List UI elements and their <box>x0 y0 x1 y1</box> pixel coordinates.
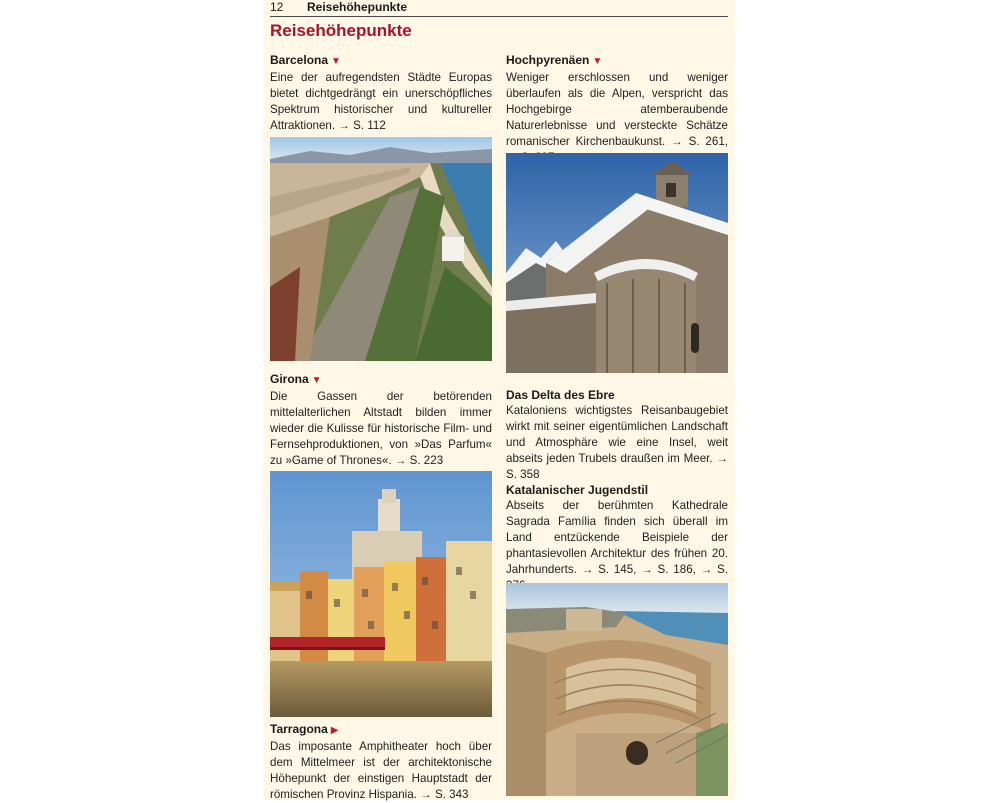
entry-barcelona <box>270 52 492 134</box>
entry-heading-text: Barcelona <box>270 53 329 67</box>
marker-right-icon: ▶ <box>330 725 339 736</box>
entry-heading-text: Das Delta des Ebre <box>506 388 615 402</box>
entry-text: Das imposante Amphitheater hoch über dem Mittelmeer ist der architektonische Höhepunkt der einstigen Hauptstadt der römischen Provinz Hispania. → S. 343 <box>270 740 492 801</box>
photo-tarragona <box>506 583 728 796</box>
entry-tarragona <box>270 721 492 803</box>
page-number: 12 <box>270 0 284 14</box>
entry-heading-text: Hochpyrenäen <box>506 53 590 67</box>
marker-down-icon: ▼ <box>331 56 341 67</box>
page-title: Reisehöhepunkte <box>270 21 412 40</box>
marker-down-icon: ▼ <box>311 375 322 386</box>
photo-girona <box>270 471 492 717</box>
entry-heading <box>506 482 728 498</box>
entry-text: Abseits der berühmten Kathedrale Sagrada Família finden sich überall im Land entzückende Beispiele der phantasievollen Architektur des frühen 20. Jahrhunderts. → S. 145, → S. 186, → S. <box>506 499 728 576</box>
marker-down-icon: ▼ <box>592 56 603 67</box>
photo-barcelona <box>270 137 492 361</box>
book-page <box>263 0 735 800</box>
entry-text: Eine der aufregendsten Städte Europas bietet dichtgedrängt ein unerschöpfliches Spektrum historischer und kultureller Attraktionen. → S. 112 <box>270 71 492 132</box>
entry-jugendstil <box>506 482 728 594</box>
entry-text: Weniger erschlossen und weniger überlaufen als die Alpen, verspricht das Hochgebirge atemberaubende Naturerlebnisse und versteckte Schätze romanischer Kirchenbaukunst. → S. 261, <box>506 71 728 148</box>
entry-heading <box>270 52 492 70</box>
entry-girona <box>270 371 492 469</box>
entry-text: Die Gassen der betörenden mittelalterlichen Altstadt bilden immer wieder die Kulisse für historische Film- und Fernsehproduktionen, von »Das Parfum« zu »Game of Thrones«. → S. 223 <box>270 390 492 467</box>
entry-heading-text: Girona <box>270 372 309 386</box>
entry-heading <box>506 387 728 403</box>
entry-hochpyrenaeen <box>506 52 728 166</box>
running-head-section: Reisehöhepunkte <box>307 0 408 14</box>
entry-heading <box>270 721 492 739</box>
running-head <box>270 0 728 17</box>
entry-heading <box>270 371 492 389</box>
entry-heading-text: Tarragona <box>270 722 328 736</box>
entry-text: Kataloniens wichtigstes Reisanbaugebiet wirkt mit seiner eigentümlichen Landschaft und Atmosphäre wie eine Insel, weit abseits jeden Trubels draußen im Meer. → S. 358 <box>506 404 728 481</box>
entry-ebre <box>506 387 728 483</box>
photo-hochpyrenaeen <box>506 153 728 373</box>
entry-heading <box>506 52 728 70</box>
entry-heading-text: Katalanischer Jugendstil <box>506 483 649 497</box>
